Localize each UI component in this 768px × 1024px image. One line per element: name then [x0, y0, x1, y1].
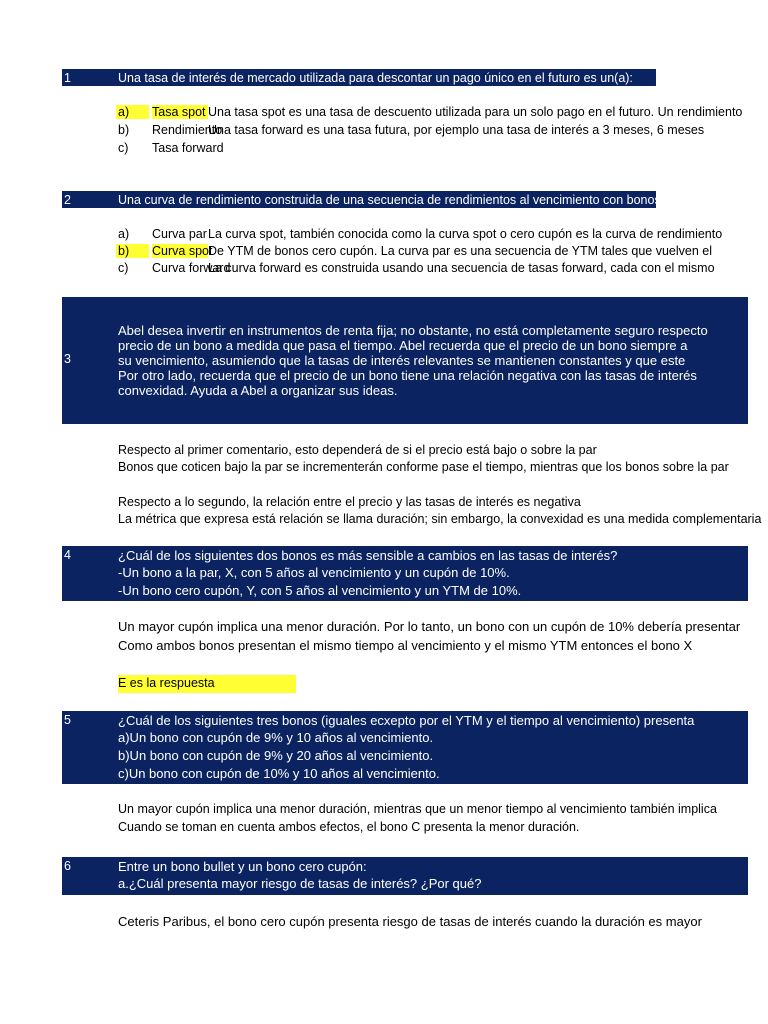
question-line: ¿Cuál de los siguientes tres bonos (iguales ecxepto por el YTM y el tiempo al vencimiento) presenta	[118, 713, 695, 728]
option-letter: a)	[118, 227, 130, 241]
question-3-band	[62, 297, 748, 424]
question-line: precio de un bono a medida que pasa el tiempo. Abel recuerda que el precio de un bono siempre a	[118, 338, 688, 353]
question-text: Una tasa de interés de mercado utilizada para descontar un pago único en el futuro es un(a):	[118, 71, 633, 85]
option-description: De YTM de bonos cero cupón. La curva par es una secuencia de YTM tales que vuelven el	[208, 244, 713, 258]
q2-option-a	[62, 226, 723, 242]
question-text	[118, 858, 656, 893]
option-letter: a)	[116, 105, 149, 119]
question-text: Una curva de rendimiento construida de una secuencia de rendimientos al vencimiento con bonos cero cupón	[118, 193, 727, 207]
option-description: Una tasa forward es una tasa futura, por ejemplo una tasa de interés a 3 meses, 6 meses	[208, 123, 705, 137]
question-number: 2	[64, 193, 71, 207]
question-line: Entre un bono bullet y un bono cero cupón:	[118, 859, 367, 874]
question-text	[118, 547, 656, 600]
question-text	[118, 712, 695, 783]
option-letter: b)	[116, 244, 149, 258]
option-name: Rendimiento	[152, 123, 223, 137]
answer-line: Como ambos bonos presentan el mismo tiempo al vencimiento y el mismo YTM entonces el bono X	[118, 638, 693, 653]
option-name: Tasa spot	[152, 105, 208, 119]
option-description: La curva forward es construida usando una secuencia de tasas forward, cada con el mismo	[208, 261, 715, 275]
q1-option-c	[62, 140, 656, 156]
answer-line: Respecto a lo segundo, la relación entre el precio y las tasas de interés es negativa	[118, 495, 581, 509]
option-name: Curva forward	[152, 261, 231, 275]
question-number: 6	[64, 859, 71, 873]
option-description: Una tasa spot es una tasa de descuento utilizada para un solo pago en el futuro. Un rendimiento	[208, 105, 743, 119]
question-line: -Un bono cero cupón, Y, con 5 años al vencimiento y un YTM de 10%.	[118, 583, 522, 598]
question-1-band	[62, 69, 656, 86]
question-line: su vencimiento, asumiendo que la tasas de interés relevantes se mantienen constantes y que este	[118, 353, 686, 368]
question-line: ¿Cuál de los siguientes dos bonos es más sensible a cambios en las tasas de interés?	[118, 548, 618, 563]
answer-line: Un mayor cupón implica una menor duración, mientras que un menor tiempo al vencimiento también implica	[118, 802, 717, 816]
question-line: convexidad. Ayuda a Abel a organizar sus ideas.	[118, 383, 398, 398]
question-line: a.¿Cuál presenta mayor riesgo de tasas de interés? ¿Por qué?	[118, 876, 482, 891]
option-letter: b)	[118, 123, 130, 137]
question-4-band	[62, 546, 748, 601]
highlighted-answer: E es la respuesta	[118, 675, 296, 693]
question-number: 3	[64, 352, 71, 366]
question-line: a)Un bono con cupón de 9% y 10 años al vencimiento.	[118, 730, 434, 745]
answer-line: Bonos que coticen bajo la par se incrementerán conforme pase el tiempo, mientras que los bonos sobre la par	[118, 460, 729, 474]
option-name: Curva par	[152, 227, 207, 241]
q2-option-c	[62, 260, 715, 276]
answer-line: Un mayor cupón implica una menor duración. Por lo tanto, un bono con un cupón de 10% debería presentar	[118, 619, 741, 634]
question-6-band	[62, 857, 748, 895]
question-2-band	[62, 191, 727, 208]
option-name: Curva spot	[152, 244, 213, 258]
question-5-band	[62, 711, 748, 784]
option-name: Tasa forward	[152, 141, 224, 155]
q2-option-b	[62, 243, 713, 259]
question-number: 4	[64, 548, 71, 562]
question-line: -Un bono a la par, X, con 5 años al vencimiento y un cupón de 10%.	[118, 565, 510, 580]
q1-option-a	[62, 104, 743, 120]
question-line: c)Un bono con cupón de 10% y 10 años al vencimiento.	[118, 766, 440, 781]
answer-line: La métrica que expresa está relación se llama duración; sin embargo, la convexidad es una medida complementaria	[118, 512, 762, 526]
answer-line: Respecto al primer comentario, esto dependerá de si el precio está bajo o sobre la par	[118, 443, 597, 457]
q1-option-b	[62, 122, 705, 138]
question-number: 1	[64, 71, 71, 85]
option-letter: c)	[118, 261, 129, 275]
question-number: 5	[64, 713, 71, 727]
question-text	[118, 323, 708, 398]
option-letter: c)	[118, 141, 129, 155]
option-description: La curva spot, también conocida como la curva spot o cero cupón es la curva de rendimiento	[208, 227, 723, 241]
question-line: Abel desea invertir en instrumentos de renta fija; no obstante, no está completamente seguro respecto	[118, 323, 708, 338]
question-line: b)Un bono con cupón de 9% y 20 años al vencimiento.	[118, 748, 434, 763]
question-line: Por otro lado, recuerda que el precio de un bono tiene una relación negativa con las tasas de interés	[118, 368, 697, 383]
answer-line: Cuando se toman en cuenta ambos efectos, el bono C presenta la menor duración.	[118, 820, 580, 834]
answer-line: Ceteris Paribus, el bono cero cupón presenta riesgo de tasas de interés cuando la duración es mayor	[118, 914, 702, 929]
